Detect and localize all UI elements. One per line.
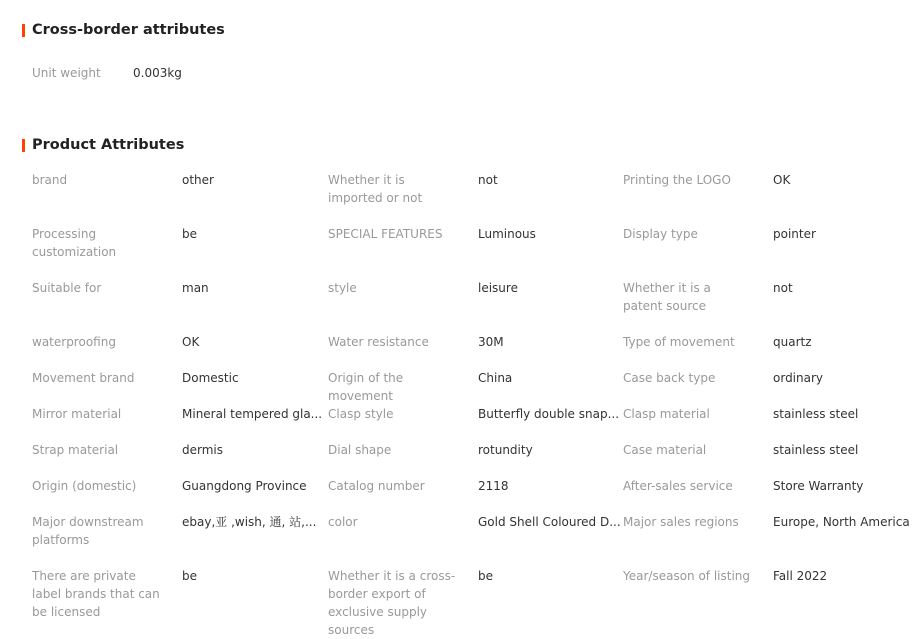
attr-label: Water resistance <box>328 335 429 349</box>
attr-value: Luminous <box>478 227 536 241</box>
attr-value: Butterfly double snap... <box>478 407 620 421</box>
attr-value: ordinary <box>773 371 824 385</box>
attr-label: Whether it is imported or not <box>328 173 423 205</box>
attr-value: Europe, North America <box>773 515 910 529</box>
attr-value: not <box>478 173 498 187</box>
attr-value: OK <box>182 335 200 349</box>
unit-weight-label: Unit weight <box>32 66 101 80</box>
attr-label: Case back type <box>623 371 716 385</box>
attr-value: man <box>182 281 209 295</box>
attr-label: Major sales regions <box>623 515 739 529</box>
section-accent-bar <box>22 24 25 37</box>
attr-label: Display type <box>623 227 698 241</box>
attr-label: Movement brand <box>32 371 135 385</box>
attr-label: style <box>328 281 357 295</box>
attr-label: Year/season of listing <box>623 569 751 583</box>
attr-value: Fall 2022 <box>773 569 828 583</box>
section-accent-bar <box>22 139 25 152</box>
unit-weight-value: 0.003kg <box>133 66 182 80</box>
attr-value: Domestic <box>182 371 239 385</box>
attr-label: Suitable for <box>32 281 102 295</box>
attr-value: Gold Shell Coloured D... <box>478 515 621 529</box>
attr-value: stainless steel <box>773 443 859 457</box>
attr-value: quartz <box>773 335 812 349</box>
attr-value: 30M <box>478 335 504 349</box>
attr-value: dermis <box>182 443 223 457</box>
cross-border-title-text: Cross-border attributes <box>32 22 225 38</box>
attr-label: There are private label brands that can be licensed <box>32 569 160 619</box>
attr-label: brand <box>32 173 68 187</box>
attr-value: other <box>182 173 214 187</box>
attr-label: Major downstream platforms <box>32 515 144 547</box>
attr-value: be <box>478 569 493 583</box>
attr-label: Printing the LOGO <box>623 173 731 187</box>
attr-value: China <box>478 371 513 385</box>
attr-label: SPECIAL FEATURES <box>328 227 443 241</box>
product-attributes-title-text: Product Attributes <box>32 137 185 153</box>
attr-label: Type of movement <box>623 335 735 349</box>
attr-value: rotundity <box>478 443 533 457</box>
attr-label: Case material <box>623 443 707 457</box>
attr-value: leisure <box>478 281 518 295</box>
attr-label: Strap material <box>32 443 119 457</box>
attr-value: ebay,亚 ,wish, 通, 站,... <box>182 515 317 529</box>
product-attributes-section-title <box>22 137 184 153</box>
attr-value: stainless steel <box>773 407 859 421</box>
attr-label: Origin of the movement <box>328 371 404 403</box>
attr-label: After-sales service <box>623 479 733 493</box>
attr-value: be <box>182 569 197 583</box>
attr-value: not <box>773 281 793 295</box>
attr-value: be <box>182 227 197 241</box>
attr-value: OK <box>773 173 791 187</box>
attr-label: waterproofing <box>32 335 116 349</box>
attr-value: Store Warranty <box>773 479 864 493</box>
attr-label: Clasp material <box>623 407 710 421</box>
attr-label: Catalog number <box>328 479 425 493</box>
attr-label: Whether it is a patent source <box>623 281 711 313</box>
attr-value: 2118 <box>478 479 509 493</box>
attr-label: Origin (domestic) <box>32 479 137 493</box>
attr-value: pointer <box>773 227 816 241</box>
attr-label: color <box>328 515 358 529</box>
attr-label: Processing customization <box>32 227 117 259</box>
cross-border-section-title <box>22 22 225 38</box>
attr-value: Guangdong Province <box>182 479 307 493</box>
attr-label: Dial shape <box>328 443 392 457</box>
attr-value: Mineral tempered gla... <box>182 407 323 421</box>
attr-label: Mirror material <box>32 407 122 421</box>
attr-label: Clasp style <box>328 407 394 421</box>
attr-label: Whether it is a cross-border export of exclusive supply sources <box>328 569 456 637</box>
